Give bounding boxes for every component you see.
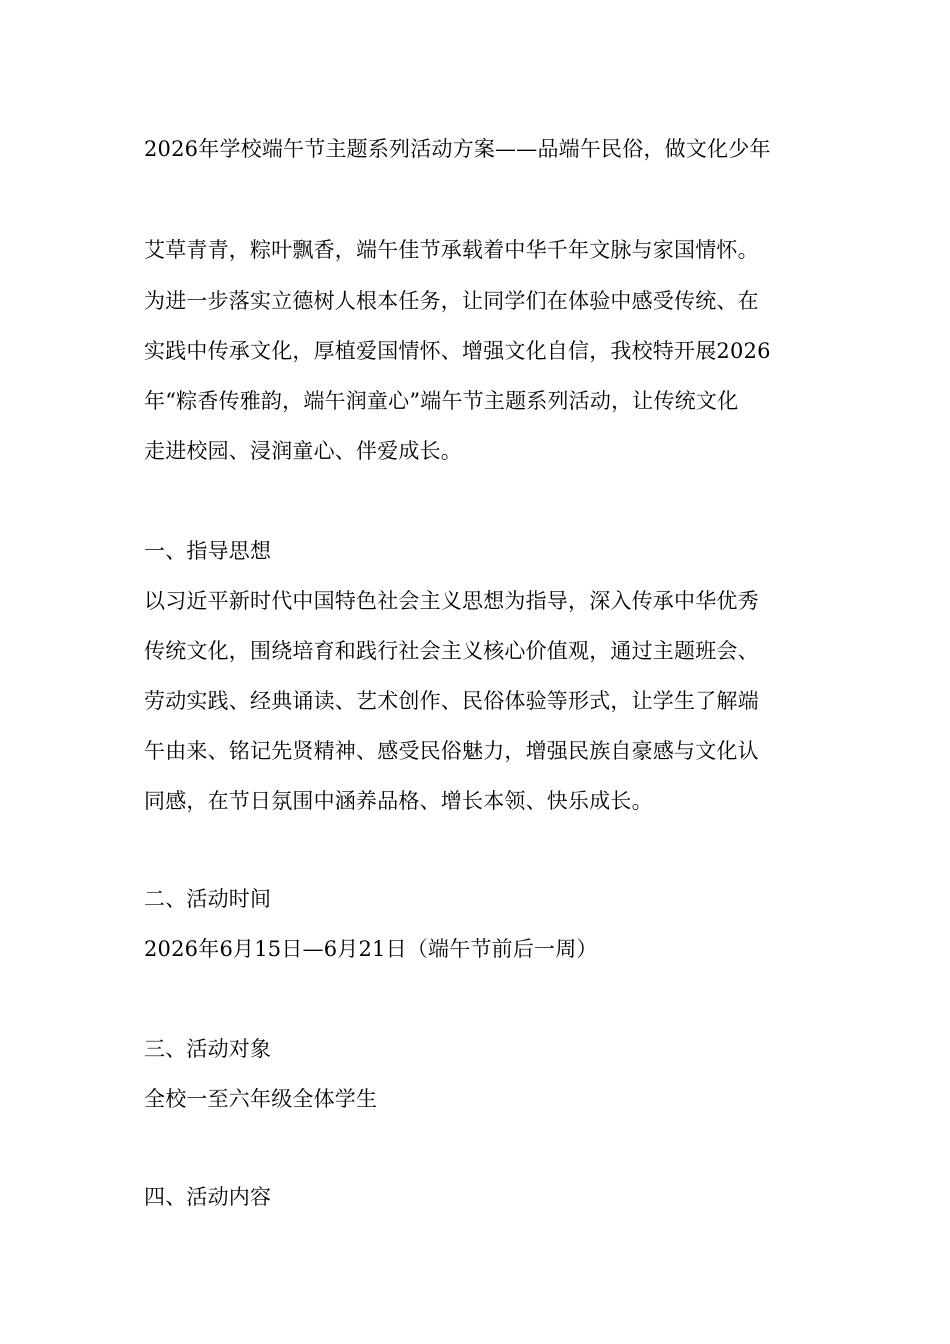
intro-line: 走进校园、浸润童心、伴爱成长。 [144,439,462,463]
section-heading-activity-time: 二、活动时间 [144,887,272,911]
intro-line: 年“粽香传雅韵，端午润童心”端午节主题系列活动，让传统文化 [144,389,739,413]
section-line: 同感，在节日氛围中涵养品格、增长本领、快乐成长。 [144,789,653,813]
section-line: 劳动实践、经典诵读、艺术创作、民俗体验等形式，让学生了解端 [144,689,759,713]
section-heading-activity-target: 三、活动对象 [144,1037,272,1061]
section-line: 午由来、铭记先贤精神、感受民俗魅力，增强民族自豪感与文化认 [144,739,759,763]
section-line: 全校一至六年级全体学生 [144,1087,378,1111]
section-heading-activity-content: 四、活动内容 [144,1185,272,1209]
intro-line: 艾草青青，粽叶飘香，端午佳节承载着中华千年文脉与家国情怀。 [144,238,759,262]
section-line: 传统文化，围绕培育和践行社会主义核心价值观，通过主题班会、 [144,639,759,663]
section-line: 以习近平新时代中国特色社会主义思想为指导，深入传承中华优秀 [144,589,759,613]
intro-line: 为进一步落实立德树人根本任务，让同学们在体验中感受传统、在 [144,289,759,313]
section-heading-guiding-ideology: 一、指导思想 [144,539,272,563]
section-line: 2026年6月15日—6月21日（端午节前后一周） [144,937,598,961]
document-title: 2026年学校端午节主题系列活动方案——品端午民俗，做文化少年 [144,137,771,161]
intro-line: 实践中传承文化，厚植爱国情怀、增强文化自信，我校特开展2026 [144,339,771,363]
